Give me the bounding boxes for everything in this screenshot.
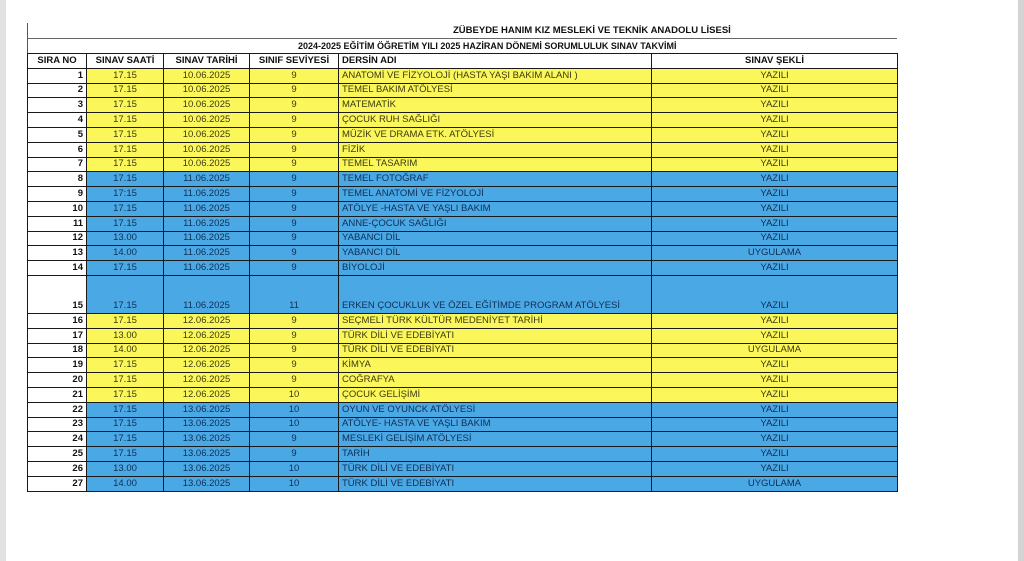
course-name: TÜRK DİLİ VE EDEBİYATI bbox=[339, 476, 652, 491]
exam-time: 13.00 bbox=[87, 328, 164, 343]
course-name: ANATOMİ VE FİZYOLOJİ (HASTA YAŞI BAKIM ALANI ) bbox=[339, 68, 652, 83]
header-row bbox=[28, 54, 898, 69]
table-row bbox=[28, 98, 898, 113]
exam-date: 11.06.2025 bbox=[164, 231, 250, 246]
course-name: ATÖLYE- HASTA VE YAŞLI BAKIM bbox=[339, 417, 652, 432]
row-number: 17 bbox=[28, 328, 87, 343]
course-name: FİZİK bbox=[339, 142, 652, 157]
exam-date: 13.06.2025 bbox=[164, 461, 250, 476]
grade-level: 9 bbox=[250, 328, 339, 343]
header-sira-no: SIRA NO bbox=[28, 54, 87, 69]
course-name: TEMEL TASARIM bbox=[339, 157, 652, 172]
exam-type: UYGULAMA bbox=[652, 246, 898, 261]
table-row bbox=[28, 417, 898, 432]
exam-time: 14.00 bbox=[87, 246, 164, 261]
course-name: ÇOCUK GELİŞİMİ bbox=[339, 387, 652, 402]
grade-level: 9 bbox=[250, 157, 339, 172]
grade-level: 9 bbox=[250, 68, 339, 83]
exam-type: UYGULAMA bbox=[652, 343, 898, 358]
grade-level: 9 bbox=[250, 246, 339, 261]
course-name: ERKEN ÇOCUKLUK VE ÖZEL EĞİTİMDE PROGRAM ATÖLYESİ bbox=[339, 275, 652, 313]
page-edge-left bbox=[0, 0, 6, 561]
school-title-row bbox=[27, 23, 897, 39]
exam-date: 13.06.2025 bbox=[164, 402, 250, 417]
course-name: BİYOLOJİ bbox=[339, 261, 652, 276]
row-number: 8 bbox=[28, 172, 87, 187]
header-sinav-saati: SINAV SAATİ bbox=[87, 54, 164, 69]
grade-level: 11 bbox=[250, 275, 339, 313]
table-row bbox=[28, 68, 898, 83]
row-number: 15 bbox=[28, 275, 87, 313]
exam-date: 11.06.2025 bbox=[164, 201, 250, 216]
exam-date: 12.06.2025 bbox=[164, 358, 250, 373]
grade-level: 9 bbox=[250, 142, 339, 157]
row-number: 23 bbox=[28, 417, 87, 432]
header-sinav-tarihi: SINAV TARİHİ bbox=[164, 54, 250, 69]
exam-time: 17.15 bbox=[87, 113, 164, 128]
grade-level: 9 bbox=[250, 172, 339, 187]
exam-time: 17.15 bbox=[87, 358, 164, 373]
grade-level: 10 bbox=[250, 476, 339, 491]
table-row bbox=[28, 373, 898, 388]
exam-type: YAZILI bbox=[652, 275, 898, 313]
row-number: 3 bbox=[28, 98, 87, 113]
exam-type: YAZILI bbox=[652, 387, 898, 402]
grade-level: 10 bbox=[250, 461, 339, 476]
exam-type: YAZILI bbox=[652, 328, 898, 343]
exam-date: 10.06.2025 bbox=[164, 83, 250, 98]
row-number: 16 bbox=[28, 313, 87, 328]
table-row bbox=[28, 187, 898, 202]
exam-date: 11.06.2025 bbox=[164, 261, 250, 276]
table-row bbox=[28, 387, 898, 402]
row-number: 14 bbox=[28, 261, 87, 276]
exam-date: 10.06.2025 bbox=[164, 98, 250, 113]
exam-time: 17.15 bbox=[87, 98, 164, 113]
table-row bbox=[28, 402, 898, 417]
exam-type: YAZILI bbox=[652, 373, 898, 388]
table-row bbox=[28, 313, 898, 328]
row-number: 25 bbox=[28, 447, 87, 462]
row-number: 10 bbox=[28, 201, 87, 216]
exam-date: 10.06.2025 bbox=[164, 68, 250, 83]
exam-time: 13.00 bbox=[87, 231, 164, 246]
grade-level: 9 bbox=[250, 201, 339, 216]
exam-time: 13.00 bbox=[87, 461, 164, 476]
table-row bbox=[28, 432, 898, 447]
exam-date: 12.06.2025 bbox=[164, 373, 250, 388]
grade-level: 9 bbox=[250, 432, 339, 447]
exam-type: YAZILI bbox=[652, 142, 898, 157]
table-row bbox=[28, 476, 898, 491]
header-sinav-sekli: SINAV ŞEKLİ bbox=[652, 54, 898, 69]
exam-date: 13.06.2025 bbox=[164, 432, 250, 447]
exam-date: 10.06.2025 bbox=[164, 142, 250, 157]
exam-time: 14.00 bbox=[87, 343, 164, 358]
exam-time: 17.15 bbox=[87, 447, 164, 462]
row-number: 2 bbox=[28, 83, 87, 98]
grade-level: 9 bbox=[250, 187, 339, 202]
row-number: 24 bbox=[28, 432, 87, 447]
grade-level: 9 bbox=[250, 216, 339, 231]
exam-type: YAZILI bbox=[652, 98, 898, 113]
grade-level: 9 bbox=[250, 358, 339, 373]
exam-date: 11.06.2025 bbox=[164, 172, 250, 187]
grade-level: 9 bbox=[250, 231, 339, 246]
table-row bbox=[28, 231, 898, 246]
exam-type: YAZILI bbox=[652, 157, 898, 172]
table-row bbox=[28, 328, 898, 343]
table-row bbox=[28, 142, 898, 157]
table-row bbox=[28, 113, 898, 128]
exam-date: 13.06.2025 bbox=[164, 476, 250, 491]
exam-time: 17.15 bbox=[87, 201, 164, 216]
exam-date: 13.06.2025 bbox=[164, 417, 250, 432]
grade-level: 9 bbox=[250, 127, 339, 142]
exam-time: 17.15 bbox=[87, 275, 164, 313]
exam-type: YAZILI bbox=[652, 261, 898, 276]
table-row bbox=[28, 83, 898, 98]
row-number: 22 bbox=[28, 402, 87, 417]
exam-time: 17.15 bbox=[87, 142, 164, 157]
course-name: ÇOCUK RUH SAĞLIĞI bbox=[339, 113, 652, 128]
course-name: ANNE-ÇOCUK SAĞLIĞI bbox=[339, 216, 652, 231]
exam-time: 17.15 bbox=[87, 216, 164, 231]
exam-time: 17.15 bbox=[87, 387, 164, 402]
course-name: TÜRK DİLİ VE EDEBİYATI bbox=[339, 461, 652, 476]
table-row bbox=[28, 127, 898, 142]
exam-type: YAZILI bbox=[652, 313, 898, 328]
grade-level: 10 bbox=[250, 417, 339, 432]
grade-level: 9 bbox=[250, 313, 339, 328]
exam-time: 17.15 bbox=[87, 127, 164, 142]
exam-type: YAZILI bbox=[652, 447, 898, 462]
period-title: 2024-2025 EĞİTİM ÖĞRETİM YILI 2025 HAZİRAN DÖNEMİ SORUMLULUK SINAV TAKVİMİ bbox=[298, 41, 677, 51]
exam-time: 17.15 bbox=[87, 313, 164, 328]
course-name: TEMEL ANATOMİ VE FİZYOLOJİ bbox=[339, 187, 652, 202]
row-number: 4 bbox=[28, 113, 87, 128]
course-name: ATÖLYE -HASTA VE YAŞLI BAKIM bbox=[339, 201, 652, 216]
exam-type: YAZILI bbox=[652, 68, 898, 83]
course-name: TEMEL BAKIM ATÖLYESİ bbox=[339, 83, 652, 98]
exam-type: YAZILI bbox=[652, 172, 898, 187]
exam-time: 17.15 bbox=[87, 157, 164, 172]
exam-date: 13.06.2025 bbox=[164, 447, 250, 462]
exam-date: 10.06.2025 bbox=[164, 127, 250, 142]
exam-type: YAZILI bbox=[652, 461, 898, 476]
exam-date: 12.06.2025 bbox=[164, 343, 250, 358]
exam-time: 17.15 bbox=[87, 68, 164, 83]
exam-schedule-sheet bbox=[27, 23, 897, 492]
exam-time: 17.15 bbox=[87, 417, 164, 432]
exam-schedule-table bbox=[27, 53, 898, 492]
exam-date: 10.06.2025 bbox=[164, 113, 250, 128]
course-name: TARİH bbox=[339, 447, 652, 462]
row-number: 11 bbox=[28, 216, 87, 231]
table-row bbox=[28, 447, 898, 462]
table-row bbox=[28, 461, 898, 476]
exam-date: 11.06.2025 bbox=[164, 275, 250, 313]
table-row bbox=[28, 261, 898, 276]
grade-level: 9 bbox=[250, 447, 339, 462]
row-number: 21 bbox=[28, 387, 87, 402]
exam-type: UYGULAMA bbox=[652, 476, 898, 491]
row-number: 18 bbox=[28, 343, 87, 358]
exam-time: 17.15 bbox=[87, 432, 164, 447]
school-title: ZÜBEYDE HANIM KIZ MESLEKİ VE TEKNİK ANADOLU LİSESİ bbox=[453, 25, 731, 36]
course-name: KİMYA bbox=[339, 358, 652, 373]
row-number: 19 bbox=[28, 358, 87, 373]
table-row bbox=[28, 246, 898, 261]
row-number: 13 bbox=[28, 246, 87, 261]
grade-level: 10 bbox=[250, 402, 339, 417]
course-name: OYUN VE OYUNCK ATÖLYESİ bbox=[339, 402, 652, 417]
exam-type: YAZILI bbox=[652, 432, 898, 447]
course-name: TEMEL FOTOĞRAF bbox=[339, 172, 652, 187]
course-name: SEÇMELİ TÜRK KÜLTÜR MEDENİYET TARİHİ bbox=[339, 313, 652, 328]
grade-level: 10 bbox=[250, 387, 339, 402]
exam-time: 17.15 bbox=[87, 83, 164, 98]
table-row bbox=[28, 216, 898, 231]
row-number: 1 bbox=[28, 68, 87, 83]
course-name: MÜZİK VE DRAMA ETK. ATÖLYESİ bbox=[339, 127, 652, 142]
row-number: 5 bbox=[28, 127, 87, 142]
row-number: 7 bbox=[28, 157, 87, 172]
table-row bbox=[28, 343, 898, 358]
exam-type: YAZILI bbox=[652, 417, 898, 432]
exam-type: YAZILI bbox=[652, 187, 898, 202]
header-sinif-seviyesi: SINIF SEVİYESİ bbox=[250, 54, 339, 69]
exam-time: 17:15 bbox=[87, 187, 164, 202]
exam-time: 14.00 bbox=[87, 476, 164, 491]
course-name: MATEMATİK bbox=[339, 98, 652, 113]
exam-type: YAZILI bbox=[652, 231, 898, 246]
exam-date: 11.06.2025 bbox=[164, 246, 250, 261]
grade-level: 9 bbox=[250, 373, 339, 388]
table-row bbox=[28, 172, 898, 187]
exam-time: 17.15 bbox=[87, 172, 164, 187]
exam-time: 17.15 bbox=[87, 261, 164, 276]
header-dersin-adi: DERSİN ADI bbox=[339, 54, 652, 69]
row-number: 27 bbox=[28, 476, 87, 491]
exam-type: YAZILI bbox=[652, 358, 898, 373]
exam-type: YAZILI bbox=[652, 216, 898, 231]
table-row bbox=[28, 275, 898, 313]
exam-time: 17.15 bbox=[87, 402, 164, 417]
table-row bbox=[28, 358, 898, 373]
exam-type: YAZILI bbox=[652, 402, 898, 417]
exam-type: YAZILI bbox=[652, 113, 898, 128]
row-number: 20 bbox=[28, 373, 87, 388]
period-title-row bbox=[27, 39, 897, 53]
course-name: TÜRK DİLİ VE EDEBİYATI bbox=[339, 343, 652, 358]
course-name: MESLEKİ GELİŞİM ATÖLYESİ bbox=[339, 432, 652, 447]
row-number: 12 bbox=[28, 231, 87, 246]
exam-date: 10.06.2025 bbox=[164, 157, 250, 172]
row-number: 26 bbox=[28, 461, 87, 476]
exam-date: 12.06.2025 bbox=[164, 328, 250, 343]
page-edge-right bbox=[1018, 0, 1024, 561]
exam-type: YAZILI bbox=[652, 83, 898, 98]
row-number: 9 bbox=[28, 187, 87, 202]
row-number: 6 bbox=[28, 142, 87, 157]
exam-type: YAZILI bbox=[652, 127, 898, 142]
table-row bbox=[28, 201, 898, 216]
exam-date: 11.06.2025 bbox=[164, 187, 250, 202]
table-body bbox=[28, 68, 898, 491]
exam-type: YAZILI bbox=[652, 201, 898, 216]
grade-level: 9 bbox=[250, 261, 339, 276]
course-name: TÜRK DİLİ VE EDEBİYATI bbox=[339, 328, 652, 343]
table-row bbox=[28, 157, 898, 172]
exam-date: 12.06.2025 bbox=[164, 387, 250, 402]
exam-time: 17.15 bbox=[87, 373, 164, 388]
course-name: YABANCI DİL bbox=[339, 231, 652, 246]
exam-date: 12.06.2025 bbox=[164, 313, 250, 328]
grade-level: 9 bbox=[250, 113, 339, 128]
course-name: COĞRAFYA bbox=[339, 373, 652, 388]
grade-level: 9 bbox=[250, 98, 339, 113]
exam-date: 11.06.2025 bbox=[164, 216, 250, 231]
grade-level: 9 bbox=[250, 343, 339, 358]
course-name: YABANCI DİL bbox=[339, 246, 652, 261]
grade-level: 9 bbox=[250, 83, 339, 98]
